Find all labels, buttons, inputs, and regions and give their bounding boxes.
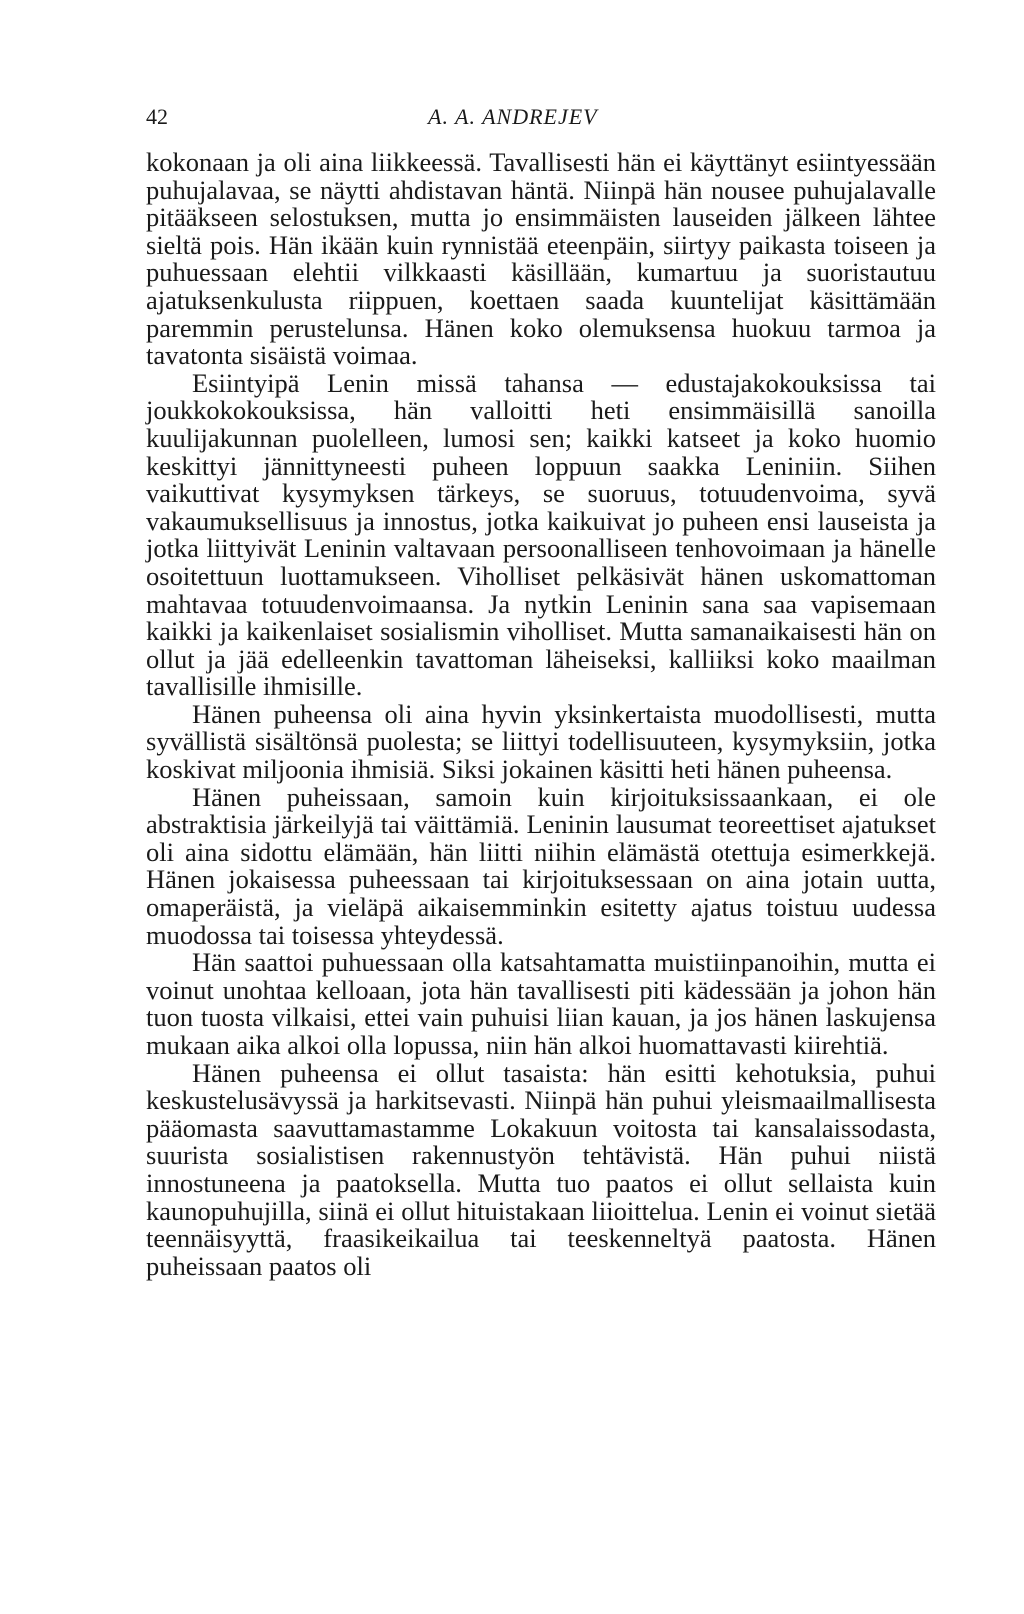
paragraph-continued: kokonaan ja oli aina liikkeessä. Tavallisesti hän ei käyttänyt esiintyessään puhujalavaa, se näytti ahdistavan häntä. Niinpä hän nousee puhujalavalle pitääkseen selostuksen, mutta jo ensimmäisten lauseiden jälkeen lähtee sieltä pois. Hän ikään kuin rynnistää eteenpäin, siirtyy paikasta toiseen ja puhuessaan elehtii vilkkaasti käsillään, kumartuu ja suoristautuu ajatuksenkulusta riippuen, koettaen saada kuuntelijat käsittämään paremmin perustelunsa. Hänen koko olemuksensa huokuu tarmoa ja tavatonta sisäistä voimaa. (146, 147, 936, 371)
running-head (146, 104, 936, 134)
body-text (146, 149, 936, 1280)
running-title: A. A. ANDREJEV (428, 104, 598, 129)
book-page (146, 104, 936, 1280)
paragraph: Hän saattoi puhuessaan olla katsahtamatta muistiinpanoihin, mutta ei voinut unohtaa kelloaan, jota hän tavallisesti piti kädessään ja johon hän tuon tuosta vilkaisi, ettei vain puhuisi liian kauan, ja jos hänen laskujensa mukaan aika alkoi olla lopussa, niin hän alkoi huomattavasti kiirehtiä. (146, 947, 936, 1060)
paragraph: Hänen puheissaan, samoin kuin kirjoituksissaankaan, ei ole abstraktisia järkeilyjä tai väittämiä. Leninin lausumat teoreettiset ajatukset oli aina sidottu elämään, hän liitti niihin elämästä otettuja esimerkkejä. Hänen jokaisessa puheessaan tai kirjoituksessaan on aina jotain uutta, omaperäistä, ja vieläpä aikaisemminkin esitetty ajatus toistuu uudessa muodossa tai toisessa yhteydessä. (146, 781, 936, 950)
paragraph: Hänen puheensa oli aina hyvin yksinkertaista muodollisesti, mutta syvällistä sisältönsä puolesta; se liittyi todellisuuteen, kysymyksiin, jotka koskivat miljoonia ihmisiä. Siksi jokainen käsitti heti hänen puheensa. (146, 698, 936, 785)
page-number: 42 (146, 104, 168, 129)
paragraph: Hänen puheensa ei ollut tasaista: hän esitti kehotuksia, puhui keskustelusävyssä ja harkitsevasti. Niinpä hän puhui yleismaailmallisesta pääomasta saavuttamastamme Lokakuun voitosta tai kansalaissodasta, suurista sosialistisen rakennustyön tehtävistä. Hän puhui niistä innostuneena ja paatoksella. Mutta tuo paatos ei ollut sellaista kuin kaunopuhujilla, siinä ei ollut hituistakaan liioittelua. Lenin ei voinut sietää teennäisyyttä, fraasikeikailua tai teeskenneltyä paatosta. Hänen puheissaan paatos oli (146, 1057, 936, 1281)
paragraph: Esiintyipä Lenin missä tahansa — edustajakokouksissa tai joukkokokouksissa, hän valloitti heti ensimmäisillä sanoilla kuulijakunnan puolelleen, lumosi sen; kaikki katseet ja koko huomio keskittyi jännittyneesti puheen loppuun saakka Leniniin. Siihen vaikuttivat kysymyksen tärkeys, se suoruus, totuudenvoima, syvä vakaumuksellisuus ja innostus, jotka kaikuivat jo puheen ensi lauseista ja jotka liittyivät Leninin valtavaan persoonalliseen tenhovoimaan ja hänelle osoitettuun luottamukseen. Viholliset pelkäsivät hänen uskomattoman mahtavaa totuudenvoimaansa. Ja nytkin Leninin sana saa vapisemaan kaikki ja kaikenlaiset sosialismin viholliset. Mutta samanaikaisesti hän on ollut ja jää edelleenkin tavattoman läheiseksi, kalliiksi koko maailman tavallisille ihmisille. (146, 367, 936, 702)
